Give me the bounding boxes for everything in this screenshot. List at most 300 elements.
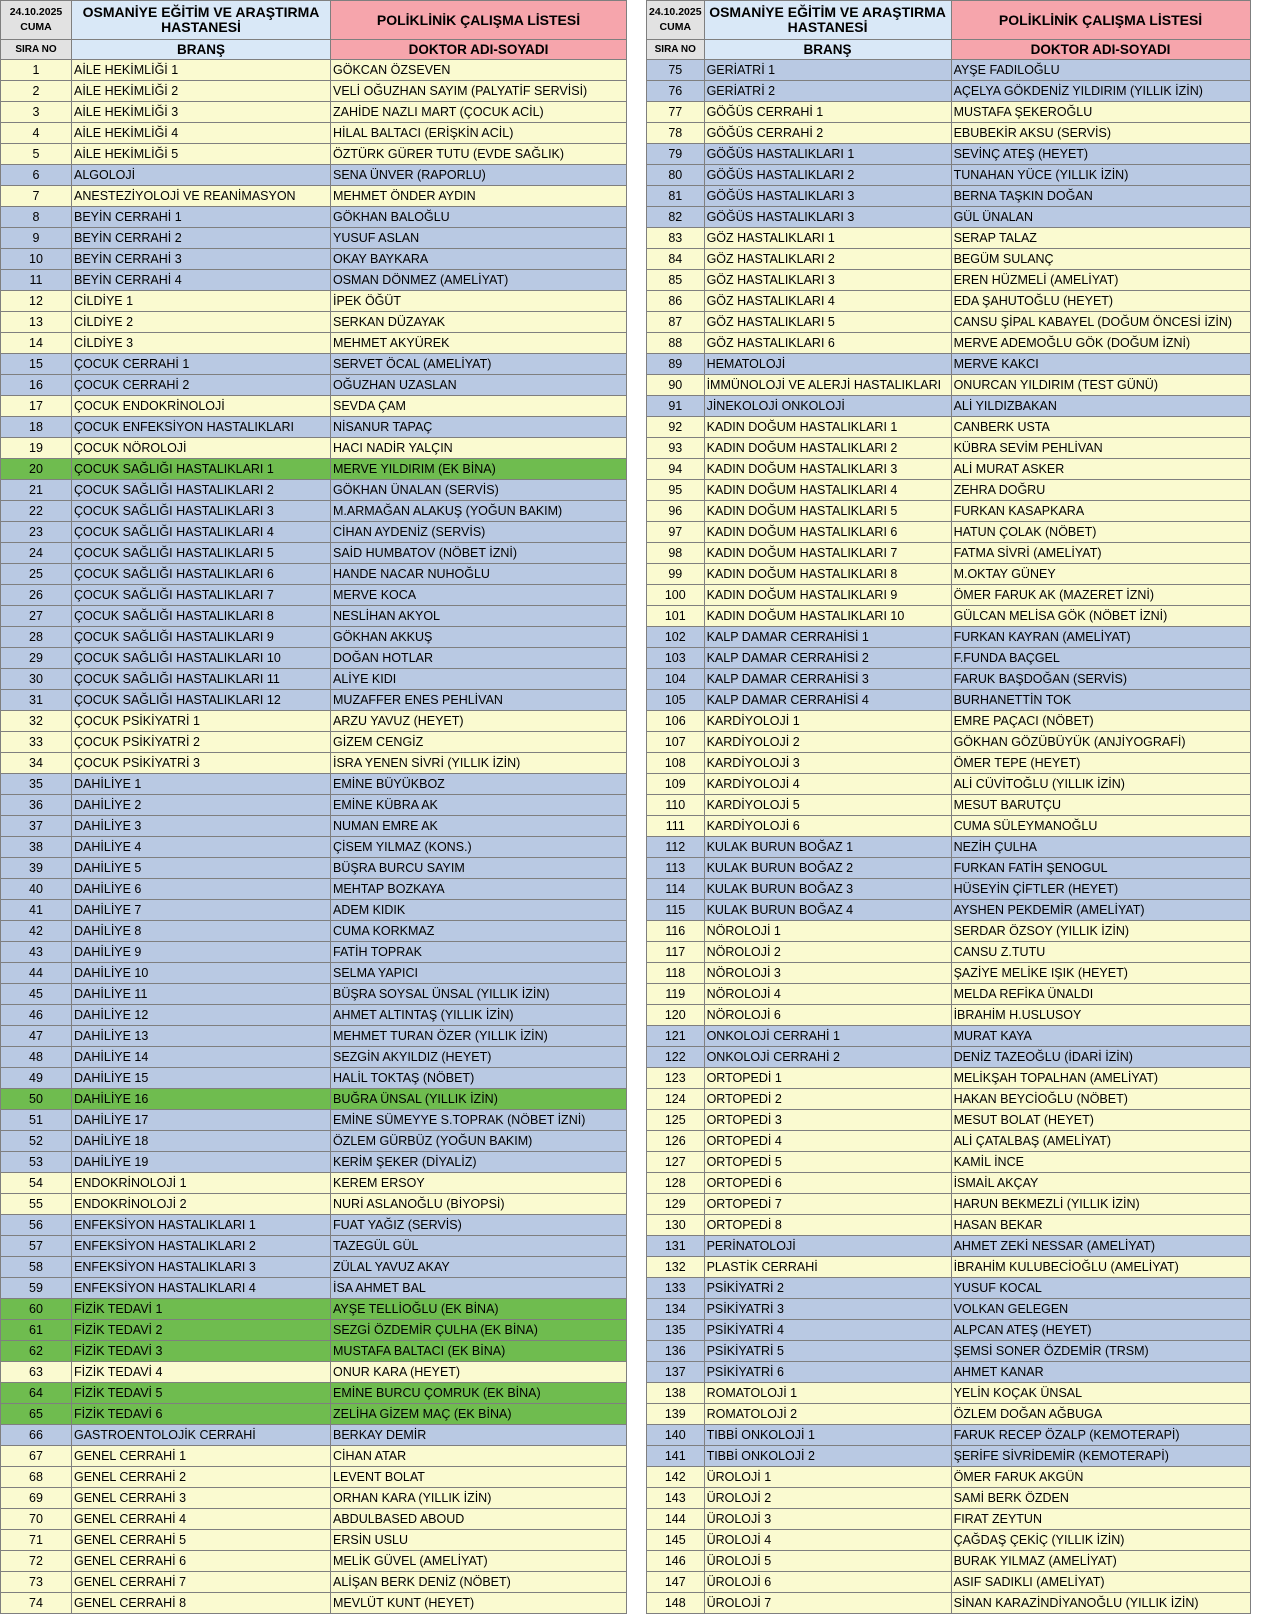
branch-cell: KADIN DOĞUM HASTALIKLARI 6 xyxy=(704,522,951,543)
doctor-cell: ÖZLEM GÜRBÜZ (YOĞUN BAKIM) xyxy=(331,1131,627,1152)
doctor-cell: ZELİHA GİZEM MAÇ (EK BİNA) xyxy=(331,1404,627,1425)
table-row xyxy=(647,1215,1251,1236)
table-row xyxy=(647,984,1251,1005)
table-row xyxy=(1,396,627,417)
table-row xyxy=(647,1131,1251,1152)
branch-cell: GERİATRİ 1 xyxy=(704,60,951,81)
table-row xyxy=(1,375,627,396)
branch-cell: ÜROLOJİ 5 xyxy=(704,1551,951,1572)
branch-cell: GÖĞÜS HASTALIKLARI 3 xyxy=(704,186,951,207)
table-row xyxy=(647,963,1251,984)
table-row xyxy=(1,1425,627,1446)
table-row xyxy=(1,354,627,375)
doctor-cell: BÜŞRA SOYSAL ÜNSAL (YILLIK İZİN) xyxy=(331,984,627,1005)
doctor-cell: BERNA TAŞKIN DOĞAN xyxy=(951,186,1250,207)
doctor-cell: EMİNE KÜBRA AK xyxy=(331,795,627,816)
doctor-cell: ZEHRA DOĞRU xyxy=(951,480,1250,501)
branch-cell: GÖĞÜS CERRAHİ 2 xyxy=(704,123,951,144)
branch-cell: DAHİLİYE 7 xyxy=(72,900,331,921)
table-row xyxy=(647,1530,1251,1551)
row-number: 132 xyxy=(647,1257,705,1278)
row-number: 106 xyxy=(647,711,705,732)
row-number: 4 xyxy=(1,123,72,144)
row-number: 43 xyxy=(1,942,72,963)
branch-cell: KARDİYOLOJİ 6 xyxy=(704,816,951,837)
doctor-cell: CANBERK USTA xyxy=(951,417,1250,438)
table-row xyxy=(1,1383,627,1404)
table-row xyxy=(1,648,627,669)
doctor-cell: CİHAN ATAR xyxy=(331,1446,627,1467)
table-row xyxy=(647,1026,1251,1047)
row-number: 8 xyxy=(1,207,72,228)
row-number: 25 xyxy=(1,564,72,585)
table-row xyxy=(647,1341,1251,1362)
branch-cell: CİLDİYE 2 xyxy=(72,312,331,333)
branch-cell: TIBBİ ONKOLOJİ 2 xyxy=(704,1446,951,1467)
branch-cell: GENEL CERRAHİ 4 xyxy=(72,1509,331,1530)
branch-cell: KALP DAMAR CERRAHİSİ 4 xyxy=(704,690,951,711)
table-row xyxy=(1,186,627,207)
branch-cell: PSİKİYATRİ 2 xyxy=(704,1278,951,1299)
row-number: 133 xyxy=(647,1278,705,1299)
row-number: 121 xyxy=(647,1026,705,1047)
table-row xyxy=(1,1446,627,1467)
table-row xyxy=(1,1404,627,1425)
row-number: 74 xyxy=(1,1593,72,1614)
table-row xyxy=(1,1593,627,1614)
branch-cell: ENFEKSİYON HASTALIKLARI 2 xyxy=(72,1236,331,1257)
doctor-cell: FATMA SİVRİ (AMELİYAT) xyxy=(951,543,1250,564)
branch-cell: DAHİLİYE 17 xyxy=(72,1110,331,1131)
doctor-cell: AHMET ZEKİ NESSAR (AMELİYAT) xyxy=(951,1236,1250,1257)
doctor-cell: BERKAY DEMİR xyxy=(331,1425,627,1446)
doctor-cell: LEVENT BOLAT xyxy=(331,1467,627,1488)
branch-cell: AİLE HEKİMLİĞİ 1 xyxy=(72,60,331,81)
table-row xyxy=(647,1551,1251,1572)
row-number: 15 xyxy=(1,354,72,375)
branch-cell: GÖZ HASTALIKLARI 1 xyxy=(704,228,951,249)
table-row xyxy=(647,1509,1251,1530)
row-number: 111 xyxy=(647,816,705,837)
branch-cell: GÖĞÜS HASTALIKLARI 2 xyxy=(704,165,951,186)
branch-cell: ÇOCUK SAĞLIĞI HASTALIKLARI 7 xyxy=(72,585,331,606)
doctor-cell: MERVE ADEMOĞLU GÖK (DOĞUM İZNİ) xyxy=(951,333,1250,354)
table-row xyxy=(1,900,627,921)
branch-cell: NÖROLOJİ 2 xyxy=(704,942,951,963)
branch-cell: ORTOPEDİ 2 xyxy=(704,1089,951,1110)
row-number: 100 xyxy=(647,585,705,606)
row-number: 98 xyxy=(647,543,705,564)
row-number: 67 xyxy=(1,1446,72,1467)
doctor-cell: NUMAN EMRE AK xyxy=(331,816,627,837)
doctor-cell: ORHAN KARA (YILLIK İZİN) xyxy=(331,1488,627,1509)
row-number: 103 xyxy=(647,648,705,669)
doctor-cell: SAİD HUMBATOV (NÖBET İZNİ) xyxy=(331,543,627,564)
branch-cell: BEYİN CERRAHİ 2 xyxy=(72,228,331,249)
table-row xyxy=(1,1005,627,1026)
branch-cell: DAHİLİYE 18 xyxy=(72,1131,331,1152)
doctor-cell: HACI NADİR YALÇIN xyxy=(331,438,627,459)
table-row xyxy=(1,102,627,123)
row-number: 99 xyxy=(647,564,705,585)
table-row xyxy=(1,1068,627,1089)
row-number: 146 xyxy=(647,1551,705,1572)
doctor-cell: ALİ ÇATALBAŞ (AMELİYAT) xyxy=(951,1131,1250,1152)
doctor-cell: EREN HÜZMELİ (AMELİYAT) xyxy=(951,270,1250,291)
table-row xyxy=(1,1215,627,1236)
row-number: 51 xyxy=(1,1110,72,1131)
branch-cell: ORTOPEDİ 7 xyxy=(704,1194,951,1215)
row-number: 10 xyxy=(1,249,72,270)
row-number: 57 xyxy=(1,1236,72,1257)
branch-cell: GÖZ HASTALIKLARI 3 xyxy=(704,270,951,291)
doctor-cell: SERVET ÖCAL (AMELİYAT) xyxy=(331,354,627,375)
row-number: 92 xyxy=(647,417,705,438)
row-number: 76 xyxy=(647,81,705,102)
doctor-cell: MEHTAP BOZKAYA xyxy=(331,879,627,900)
doctor-cell: HATUN ÇOLAK (NÖBET) xyxy=(951,522,1250,543)
doctor-cell: BEGÜM SULANÇ xyxy=(951,249,1250,270)
table-row xyxy=(1,1572,627,1593)
row-number: 107 xyxy=(647,732,705,753)
row-number: 59 xyxy=(1,1278,72,1299)
doctor-cell: SEZGİN AKYILDIZ (HEYET) xyxy=(331,1047,627,1068)
doctor-cell: ÖZLEM DOĞAN AĞBUGA xyxy=(951,1404,1250,1425)
branch-cell: DAHİLİYE 2 xyxy=(72,795,331,816)
table-row xyxy=(1,123,627,144)
doctor-cell: M.ARMAĞAN ALAKUŞ (YOĞUN BAKIM) xyxy=(331,501,627,522)
row-number: 33 xyxy=(1,732,72,753)
doctor-cell: FARUK RECEP ÖZALP (KEMOTERAPİ) xyxy=(951,1425,1250,1446)
row-number: 82 xyxy=(647,207,705,228)
branch-cell: ENFEKSİYON HASTALIKLARI 1 xyxy=(72,1215,331,1236)
row-number: 42 xyxy=(1,921,72,942)
table-row xyxy=(1,543,627,564)
row-number: 68 xyxy=(1,1467,72,1488)
row-number: 95 xyxy=(647,480,705,501)
doctor-cell: EBUBEKİR AKSU (SERVİS) xyxy=(951,123,1250,144)
table-row xyxy=(1,1320,627,1341)
doctor-cell: AHMET ALTINTAŞ (YILLIK İZİN) xyxy=(331,1005,627,1026)
branch-cell: ÇOCUK SAĞLIĞI HASTALIKLARI 2 xyxy=(72,480,331,501)
table-row xyxy=(647,1488,1251,1509)
doctor-cell: MELİKŞAH TOPALHAN (AMELİYAT) xyxy=(951,1068,1250,1089)
branch-cell: NÖROLOJİ 4 xyxy=(704,984,951,1005)
row-number: 47 xyxy=(1,1026,72,1047)
table-row xyxy=(647,1236,1251,1257)
doctor-cell: SEZGİ ÖZDEMİR ÇULHA (EK BİNA) xyxy=(331,1320,627,1341)
doctor-cell: DOĞAN HOTLAR xyxy=(331,648,627,669)
doctor-cell: İBRAHİM KULUBECİOĞLU (AMELİYAT) xyxy=(951,1257,1250,1278)
doctor-cell: YELİN KOÇAK ÜNSAL xyxy=(951,1383,1250,1404)
row-number: 16 xyxy=(1,375,72,396)
table-row xyxy=(647,627,1251,648)
branch-cell: KULAK BURUN BOĞAZ 4 xyxy=(704,900,951,921)
branch-cell: ÜROLOJİ 4 xyxy=(704,1530,951,1551)
doctor-cell: SERKAN DÜZAYAK xyxy=(331,312,627,333)
branch-cell: ANESTEZİYOLOJİ VE REANİMASYON xyxy=(72,186,331,207)
branch-cell: DAHİLİYE 4 xyxy=(72,837,331,858)
row-number: 120 xyxy=(647,1005,705,1026)
table-row xyxy=(1,501,627,522)
branch-cell: DAHİLİYE 11 xyxy=(72,984,331,1005)
branch-cell: ÜROLOJİ 6 xyxy=(704,1572,951,1593)
doctor-cell: OĞUZHAN UZASLAN xyxy=(331,375,627,396)
row-number: 28 xyxy=(1,627,72,648)
doctor-cell: FIRAT ZEYTUN xyxy=(951,1509,1250,1530)
row-number: 134 xyxy=(647,1299,705,1320)
row-number: 64 xyxy=(1,1383,72,1404)
branch-cell: ÇOCUK SAĞLIĞI HASTALIKLARI 4 xyxy=(72,522,331,543)
branch-cell: GENEL CERRAHİ 6 xyxy=(72,1551,331,1572)
row-number: 127 xyxy=(647,1152,705,1173)
doctor-cell: ŞAZİYE MELİKE IŞIK (HEYET) xyxy=(951,963,1250,984)
table-row xyxy=(1,879,627,900)
row-number: 17 xyxy=(1,396,72,417)
table-row xyxy=(647,207,1251,228)
branch-cell: ENDOKRİNOLOJİ 1 xyxy=(72,1173,331,1194)
table-row xyxy=(647,795,1251,816)
doctor-cell: ZÜLAL YAVUZ AKAY xyxy=(331,1257,627,1278)
row-number: 124 xyxy=(647,1089,705,1110)
doctor-cell: HANDE NACAR NUHOĞLU xyxy=(331,564,627,585)
branch-cell: ORTOPEDİ 8 xyxy=(704,1215,951,1236)
branch-cell: FİZİK TEDAVİ 5 xyxy=(72,1383,331,1404)
doctor-cell: MERVE YILDIRIM (EK BİNA) xyxy=(331,459,627,480)
table-row xyxy=(647,564,1251,585)
doctor-cell: SİNAN KARAZİNDİYANOĞLU (YILLIK İZİN) xyxy=(951,1593,1250,1614)
doctor-cell: ALİŞAN BERK DENİZ (NÖBET) xyxy=(331,1572,627,1593)
doctor-cell: İPEK ÖĞÜT xyxy=(331,291,627,312)
branch-cell: GENEL CERRAHİ 1 xyxy=(72,1446,331,1467)
row-number: 138 xyxy=(647,1383,705,1404)
row-number: 6 xyxy=(1,165,72,186)
doctor-cell: MESUT BOLAT (HEYET) xyxy=(951,1110,1250,1131)
table-row xyxy=(1,606,627,627)
branch-cell: ENFEKSİYON HASTALIKLARI 4 xyxy=(72,1278,331,1299)
branch-cell: KADIN DOĞUM HASTALIKLARI 3 xyxy=(704,459,951,480)
branch-cell: AİLE HEKİMLİĞİ 5 xyxy=(72,144,331,165)
doctor-cell: ALİYE KIDI xyxy=(331,669,627,690)
doctor-cell: SEVİNÇ ATEŞ (HEYET) xyxy=(951,144,1250,165)
doctor-cell: ÖZTÜRK GÜRER TUTU (EVDE SAĞLIK) xyxy=(331,144,627,165)
doctor-cell: SENA ÜNVER (RAPORLU) xyxy=(331,165,627,186)
table-row xyxy=(647,732,1251,753)
hospital-name: OSMANİYE EĞİTİM VE ARAŞTIRMA HASTANESİ xyxy=(704,1,951,40)
table-row xyxy=(1,333,627,354)
table-row xyxy=(647,1425,1251,1446)
row-number: 23 xyxy=(1,522,72,543)
branch-cell: KARDİYOLOJİ 1 xyxy=(704,711,951,732)
doctor-cell: KEREM ERSOY xyxy=(331,1173,627,1194)
branch-cell: ONKOLOJİ CERRAHİ 2 xyxy=(704,1047,951,1068)
doctor-cell: CUMA SÜLEYMANOĞLU xyxy=(951,816,1250,837)
branch-cell: GENEL CERRAHİ 5 xyxy=(72,1530,331,1551)
table-row xyxy=(647,606,1251,627)
branch-cell: KADIN DOĞUM HASTALIKLARI 9 xyxy=(704,585,951,606)
doctor-cell: SERDAR ÖZSOY (YILLIK İZİN) xyxy=(951,921,1250,942)
row-number: 11 xyxy=(1,270,72,291)
doctor-cell: EDA ŞAHUTOĞLU (HEYET) xyxy=(951,291,1250,312)
table-row xyxy=(647,81,1251,102)
date-text: 24.10.2025 xyxy=(9,6,63,18)
row-number: 54 xyxy=(1,1173,72,1194)
row-number: 12 xyxy=(1,291,72,312)
branch-cell: ÜROLOJİ 2 xyxy=(704,1488,951,1509)
branch-cell: ÇOCUK PSİKİYATRİ 3 xyxy=(72,753,331,774)
doctor-cell: BURAK YILMAZ (AMELİYAT) xyxy=(951,1551,1250,1572)
table-row xyxy=(647,1005,1251,1026)
branch-cell: GÖĞÜS CERRAHİ 1 xyxy=(704,102,951,123)
doctor-cell: FUAT YAĞIZ (SERVİS) xyxy=(331,1215,627,1236)
table-row xyxy=(647,1572,1251,1593)
row-number: 101 xyxy=(647,606,705,627)
doctor-cell: CUMA KORKMAZ xyxy=(331,921,627,942)
row-number: 87 xyxy=(647,312,705,333)
doctor-cell: MEHMET TURAN ÖZER (YILLIK İZİN) xyxy=(331,1026,627,1047)
row-number: 53 xyxy=(1,1152,72,1173)
table-row xyxy=(1,984,627,1005)
day-text: CUMA xyxy=(659,21,692,33)
table-row xyxy=(647,1320,1251,1341)
doctor-cell: TAZEGÜL GÜL xyxy=(331,1236,627,1257)
doctor-cell: SELMA YAPICI xyxy=(331,963,627,984)
branch-cell: BEYİN CERRAHİ 4 xyxy=(72,270,331,291)
doctor-cell: ŞERİFE SİVRİDEMİR (KEMOTERAPİ) xyxy=(951,1446,1250,1467)
table-row xyxy=(1,81,627,102)
branch-cell: ÇOCUK SAĞLIĞI HASTALIKLARI 6 xyxy=(72,564,331,585)
table-row xyxy=(1,963,627,984)
table-row xyxy=(1,459,627,480)
row-number: 9 xyxy=(1,228,72,249)
table-row xyxy=(647,375,1251,396)
table-row xyxy=(1,1509,627,1530)
row-number: 141 xyxy=(647,1446,705,1467)
table-row xyxy=(1,1551,627,1572)
row-number: 77 xyxy=(647,102,705,123)
branch-cell: KALP DAMAR CERRAHİSİ 2 xyxy=(704,648,951,669)
doctor-cell: GÖKCAN ÖZSEVEN xyxy=(331,60,627,81)
branch-cell: DAHİLİYE 14 xyxy=(72,1047,331,1068)
row-number: 36 xyxy=(1,795,72,816)
branch-cell: FİZİK TEDAVİ 3 xyxy=(72,1341,331,1362)
col-header-no: SIRA NO xyxy=(1,40,72,60)
doctor-cell: AYŞE TELLİOĞLU (EK BİNA) xyxy=(331,1299,627,1320)
row-number: 123 xyxy=(647,1068,705,1089)
row-number: 114 xyxy=(647,879,705,900)
table-row xyxy=(1,1299,627,1320)
branch-cell: ÇOCUK CERRAHİ 2 xyxy=(72,375,331,396)
branch-cell: KARDİYOLOJİ 5 xyxy=(704,795,951,816)
branch-cell: ÇOCUK NÖROLOJİ xyxy=(72,438,331,459)
doctor-cell: BÜŞRA BURCU SAYIM xyxy=(331,858,627,879)
doctor-cell: AHMET KANAR xyxy=(951,1362,1250,1383)
row-number: 29 xyxy=(1,648,72,669)
table-row xyxy=(1,627,627,648)
col-header-branch: BRANŞ xyxy=(704,40,951,60)
branch-cell: BEYİN CERRAHİ 3 xyxy=(72,249,331,270)
row-number: 91 xyxy=(647,396,705,417)
doctor-cell: MEHMET ÖNDER AYDIN xyxy=(331,186,627,207)
branch-cell: KADIN DOĞUM HASTALIKLARI 2 xyxy=(704,438,951,459)
branch-cell: TIBBİ ONKOLOJİ 1 xyxy=(704,1425,951,1446)
table-row xyxy=(1,1047,627,1068)
table-row xyxy=(1,1173,627,1194)
table-row xyxy=(1,438,627,459)
row-number: 32 xyxy=(1,711,72,732)
branch-cell: PSİKİYATRİ 6 xyxy=(704,1362,951,1383)
row-number: 44 xyxy=(1,963,72,984)
row-number: 38 xyxy=(1,837,72,858)
branch-cell: KULAK BURUN BOĞAZ 3 xyxy=(704,879,951,900)
table-row xyxy=(1,585,627,606)
table-row xyxy=(647,354,1251,375)
row-number: 39 xyxy=(1,858,72,879)
row-number: 31 xyxy=(1,690,72,711)
table-row xyxy=(647,585,1251,606)
table-row xyxy=(647,522,1251,543)
branch-cell: ÇOCUK SAĞLIĞI HASTALIKLARI 1 xyxy=(72,459,331,480)
doctor-cell: MELİK GÜVEL (AMELİYAT) xyxy=(331,1551,627,1572)
table-row xyxy=(647,249,1251,270)
table-row xyxy=(1,921,627,942)
table-row xyxy=(647,816,1251,837)
doctor-cell: HARUN BEKMEZLİ (YILLIK İZİN) xyxy=(951,1194,1250,1215)
row-number: 81 xyxy=(647,186,705,207)
table-row xyxy=(647,417,1251,438)
doctor-cell: ADEM KIDIK xyxy=(331,900,627,921)
doctor-cell: ÖMER FARUK AK (MAZERET İZNİ) xyxy=(951,585,1250,606)
date-text: 24.10.2025 xyxy=(649,6,702,18)
doctor-cell: SERAP TALAZ xyxy=(951,228,1250,249)
table-row xyxy=(647,942,1251,963)
doctor-cell: AYŞE FADILOĞLU xyxy=(951,60,1250,81)
row-number: 85 xyxy=(647,270,705,291)
row-number: 131 xyxy=(647,1236,705,1257)
branch-cell: GÖĞÜS HASTALIKLARI 3 xyxy=(704,207,951,228)
table-row xyxy=(647,1110,1251,1131)
branch-cell: DAHİLİYE 6 xyxy=(72,879,331,900)
table-row xyxy=(1,774,627,795)
row-number: 20 xyxy=(1,459,72,480)
doctor-cell: MEVLÜT KUNT (HEYET) xyxy=(331,1593,627,1614)
table-row xyxy=(647,60,1251,81)
table-row xyxy=(1,711,627,732)
doctor-cell: MUZAFFER ENES PEHLİVAN xyxy=(331,690,627,711)
table-row xyxy=(647,1194,1251,1215)
row-number: 139 xyxy=(647,1404,705,1425)
table-row xyxy=(647,333,1251,354)
row-number: 50 xyxy=(1,1089,72,1110)
branch-cell: ORTOPEDİ 1 xyxy=(704,1068,951,1089)
doctor-cell: NEZİH ÇULHA xyxy=(951,837,1250,858)
doctor-cell: FURKAN KASAPKARA xyxy=(951,501,1250,522)
branch-cell: ÇOCUK SAĞLIĞI HASTALIKLARI 5 xyxy=(72,543,331,564)
date-cell xyxy=(1,1,72,40)
doctor-cell: HÜSEYİN ÇİFTLER (HEYET) xyxy=(951,879,1250,900)
doctor-cell: FURKAN FATİH ŞENOGUL xyxy=(951,858,1250,879)
doctor-cell: DENİZ TAZEOĞLU (İDARİ İZİN) xyxy=(951,1047,1250,1068)
row-number: 30 xyxy=(1,669,72,690)
branch-cell: KADIN DOĞUM HASTALIKLARI 7 xyxy=(704,543,951,564)
row-number: 45 xyxy=(1,984,72,1005)
branch-cell: PLASTİK CERRAHİ xyxy=(704,1257,951,1278)
doctor-cell: NİSANUR TAPAÇ xyxy=(331,417,627,438)
branch-cell: BEYİN CERRAHİ 1 xyxy=(72,207,331,228)
branch-cell: ÜROLOJİ 3 xyxy=(704,1509,951,1530)
branch-cell: ORTOPEDİ 4 xyxy=(704,1131,951,1152)
branch-cell: FİZİK TEDAVİ 6 xyxy=(72,1404,331,1425)
